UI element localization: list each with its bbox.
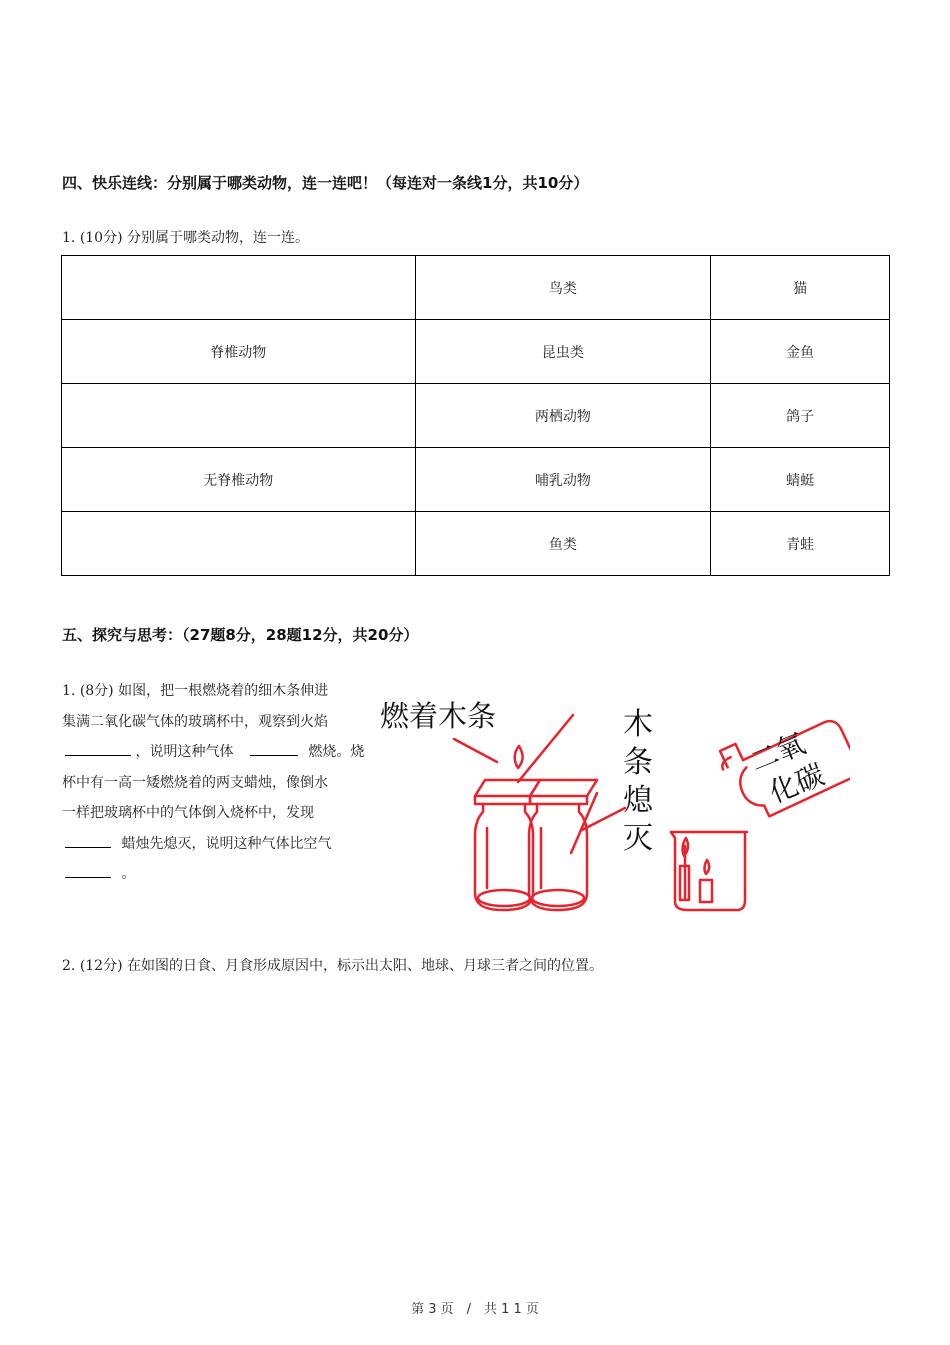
co2-experiment-figure: [375, 688, 850, 920]
table-cell: 脊椎动物: [62, 320, 416, 384]
burning-stick-label: 燃着木条: [380, 699, 497, 733]
table-row: [62, 320, 890, 384]
table-cell: 鱼类: [415, 512, 711, 576]
q1-line-5: 一样把玻璃杯中的气体倒入烧杯中，发现: [62, 805, 314, 821]
matching-table: [61, 255, 890, 576]
question-text: 在如图的日食、月食形成原因中，标示出太阳、地球、月球三者之间的位置。: [127, 958, 604, 974]
question-number: 1.: [62, 230, 76, 246]
question-2-line: [62, 955, 603, 975]
q1-text-1: 如图，把一根燃烧着的细木条伸进: [118, 683, 329, 699]
svg-text:化碳: 化碳: [764, 757, 829, 810]
section-5-heading: 五、探究与思考：（27题8分，28题12分，共20分）: [62, 626, 419, 644]
table-cell: 鸽子: [711, 384, 890, 448]
q1-text-3: ，说明这种气体: [135, 744, 234, 760]
table-cell: 鸟类: [415, 256, 711, 320]
question-number: 1.: [62, 683, 76, 699]
table-cell: [62, 384, 416, 448]
answer-blank-1[interactable]: [65, 741, 131, 756]
q1-line-2: 集满二氧化碳气体的玻璃杯中，观察到火焰: [62, 713, 328, 730]
table-row: [62, 512, 890, 576]
question-1-body: [62, 676, 382, 890]
svg-text:灭: 灭: [623, 821, 653, 856]
table-cell: 蜻蜓: [711, 448, 890, 512]
svg-text:二氧: 二氧: [745, 726, 810, 779]
question-score: (10分): [79, 230, 123, 246]
burning-stick-left: [454, 739, 497, 762]
q1-text-6: 蜡烛先熄灭，说明这种气体比空气: [121, 835, 332, 852]
table-cell: 金鱼: [711, 320, 890, 384]
question-score: (12分): [79, 958, 123, 974]
question-text: 分别属于哪类动物，连一连。: [127, 230, 310, 246]
answer-blank-2[interactable]: [250, 741, 298, 756]
short-candle-flame: [704, 860, 709, 874]
table-cell: 哺乳动物: [415, 448, 711, 512]
table-cell: [62, 256, 416, 320]
q1-line-6: [62, 829, 382, 860]
answer-blank-3[interactable]: [65, 833, 111, 848]
svg-text:木: 木: [623, 707, 653, 742]
q1-line-1: [62, 676, 382, 707]
question-number: 2.: [62, 958, 76, 974]
flame-icon: [515, 746, 523, 768]
table-row: [62, 448, 890, 512]
table-cell: 无脊椎动物: [62, 448, 416, 512]
q1-line-3: [62, 737, 382, 768]
q1-line-7: [62, 859, 382, 890]
short-candle: [700, 880, 712, 902]
answer-blank-4[interactable]: [65, 863, 111, 878]
svg-text:熄: 熄: [623, 783, 653, 818]
question-score: (8分): [79, 683, 114, 699]
beaker: [671, 832, 747, 910]
table-cell: 猫: [711, 256, 890, 320]
q1-text-7: 。: [121, 866, 136, 882]
section-4-heading: 四、快乐连线：分别属于哪类动物，连一连吧！（每连对一条线1分，共10分）: [62, 174, 589, 192]
table-cell: 青蛙: [711, 512, 890, 576]
table-cell: 两栖动物: [415, 384, 711, 448]
q1-text-3b: 燃烧。烧: [308, 744, 365, 760]
table-cell: [62, 512, 416, 576]
question-1-line: [62, 227, 309, 247]
q1-line-4: 杯中有一高一矮燃烧着的两支蜡烛，像倒水: [62, 774, 328, 791]
table-row: [62, 256, 890, 320]
stick-out-label: [623, 707, 654, 856]
glass-jar-2: [529, 780, 625, 910]
svg-text:条: 条: [623, 745, 653, 780]
table-cell: 昆虫类: [415, 320, 711, 384]
co2-label: [746, 725, 829, 812]
table-row: [62, 384, 890, 448]
page-footer: 第 3 页 / 共 1 1 页: [411, 1302, 539, 1317]
burning-stick-right: [518, 715, 573, 782]
